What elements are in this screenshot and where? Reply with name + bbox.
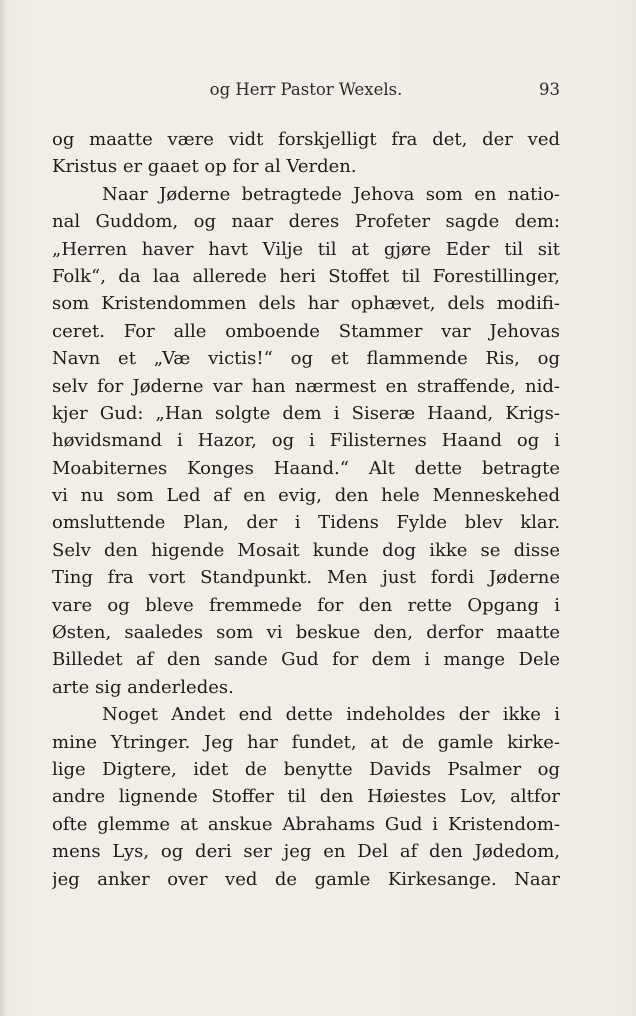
text-line: Naar Jøderne betragtede Jehova som en natio-	[102, 183, 560, 205]
page-number: 93	[539, 80, 560, 99]
text-line: Ting fra vort Standpunkt. Men just fordi Jøderne	[52, 567, 560, 589]
text-line: omsluttende Plan, der i Tidens Fylde blev klar.	[52, 512, 560, 534]
text-line: ceret. For alle omboende Stammer var Jehovas	[52, 320, 560, 342]
text-line: høvidsmand i Hazor, og i Filisternes Haand og i	[52, 430, 560, 452]
spine-shadow	[0, 0, 6, 1016]
text-line: Kristus er gaaet op for al Verden.	[52, 156, 357, 178]
text-line: selv for Jøderne var han nærmest en straffende, nid-	[52, 375, 560, 397]
text-line: og maatte være vidt forskjelligt fra det, der ved	[52, 129, 560, 150]
text-line: vi nu som Led af en evig, den hele Menneskehed	[52, 485, 560, 507]
text-line: Selv den higende Mosait kunde dog ikke se disse	[52, 539, 560, 561]
text-line: Billedet af den sande Gud for dem i mange Dele	[52, 649, 560, 671]
text-line: mine Ytringer. Jeg har fundet, at de gamle kirke-	[52, 731, 560, 753]
text-line: ofte glemme at anskue Abrahams Gud i Kristendom-	[52, 813, 560, 835]
text-line: nal Guddom, og naar deres Profeter sagde dem:	[52, 211, 560, 233]
text-line: Moabiternes Konges Haand.“ Alt dette betragte	[52, 457, 560, 479]
text-line: arte sig anderledes.	[52, 676, 234, 698]
text-line: kjer Gud: „Han solgte dem i Siseræ Haand, Krigs-	[52, 402, 560, 424]
text-line: Noget Andet end dette indeholdes der ikke i	[102, 704, 560, 726]
text-line: andre lignende Stoffer til den Høiestes Lov, altfor	[52, 786, 560, 808]
text-line: lige Digtere, idet de benytte Davids Psalmer og	[52, 758, 560, 780]
text-line: jeg anker over ved de gamle Kirkesange. Naar	[52, 868, 560, 890]
header-title: og Herr Pastor Wexels.	[209, 80, 403, 99]
text-line: Navn et „Væ victis!“ og et flammende Ris, og	[52, 348, 560, 370]
body-text	[52, 126, 560, 893]
running-header	[52, 80, 560, 104]
text-line: Folk“, da laa allerede heri Stoffet til Forestillinger,	[52, 265, 560, 287]
text-line: „Herren haver havt Vilje til at gjøre Eder til sit	[52, 238, 560, 260]
text-line: som Kristendommen dels har ophævet, dels modifi-	[52, 293, 560, 315]
text-line: Østen, saaledes som vi beskue den, derfor maatte	[52, 622, 560, 644]
text-line: mens Lys, og deri ser jeg en Del af den Jødedom,	[52, 841, 560, 863]
text-line: vare og bleve fremmede for den rette Opgang i	[52, 594, 560, 616]
